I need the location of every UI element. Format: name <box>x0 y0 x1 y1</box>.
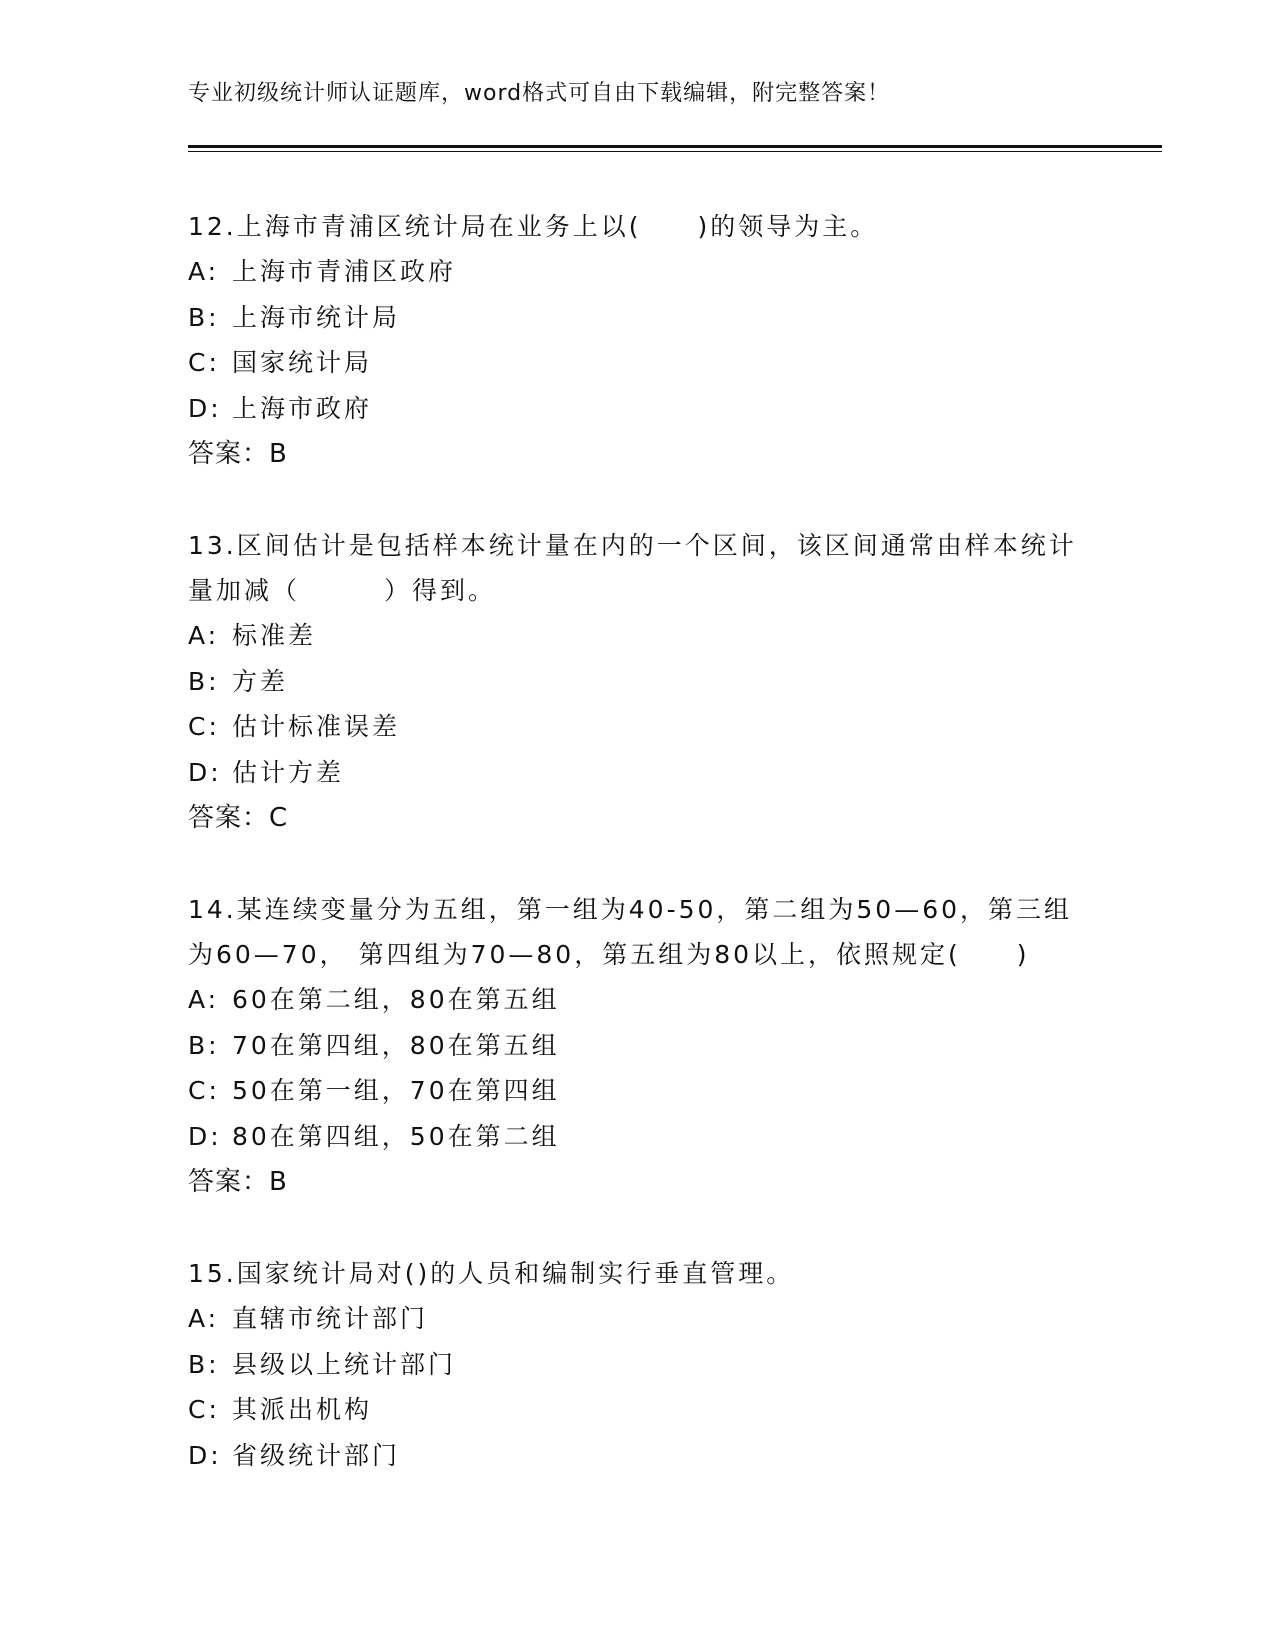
option-key: B: <box>188 1030 220 1060</box>
option-key: C: <box>188 348 220 377</box>
option-text: 上海市政府 <box>232 393 373 423</box>
header-rule-thick <box>188 145 1162 148</box>
option-a <box>188 249 1088 295</box>
question-stem: 12.上海市青浦区统计局在业务上以( )的领导为主。 <box>188 212 879 241</box>
option-key: C: <box>188 1076 220 1105</box>
option-c <box>188 1068 1088 1114</box>
option-text: 50在第一组，70在第四组 <box>232 1076 560 1105</box>
option-a <box>188 977 1088 1023</box>
option-key: A: <box>188 985 220 1014</box>
option-text: 省级统计部门 <box>232 1440 401 1470</box>
option-text: 方差 <box>232 666 289 696</box>
option-key: D: <box>188 393 222 423</box>
option-text: 上海市统计局 <box>232 302 401 332</box>
answer: 答案：C <box>188 803 289 833</box>
option-key: C: <box>188 712 220 741</box>
option-key: C: <box>188 1395 220 1424</box>
option-c <box>188 704 1088 750</box>
option-key: D: <box>188 1440 222 1470</box>
option-a <box>188 613 1088 659</box>
option-b <box>188 1342 1088 1388</box>
option-d <box>188 750 1088 796</box>
option-b <box>188 659 1088 705</box>
option-text: 上海市青浦区政府 <box>232 257 457 286</box>
option-text: 标准差 <box>232 621 317 650</box>
option-text: 其派出机构 <box>232 1395 373 1424</box>
option-text: 估计方差 <box>232 757 345 787</box>
answer: 答案：B <box>188 439 288 469</box>
option-text: 国家统计局 <box>232 348 373 377</box>
option-d <box>188 1114 1088 1160</box>
question-stem: 14.某连续变量分为五组，第一组为40-50，第二组为50—60，第三组为60—70， 第四组为70—80，第五组为80以上，依照规定( ) <box>188 895 1073 969</box>
option-text: 80在第四组，50在第二组 <box>232 1121 560 1151</box>
option-a <box>188 1296 1088 1342</box>
option-key: D: <box>188 757 222 787</box>
option-c <box>188 1387 1088 1433</box>
option-key: A: <box>188 621 220 650</box>
page-header: 专业初级统计师认证题库，word格式可自由下载编辑，附完整答案！ <box>188 81 891 106</box>
option-d <box>188 1433 1088 1479</box>
question-13 <box>188 523 1088 841</box>
option-key: D: <box>188 1121 222 1151</box>
option-text: 县级以上统计部门 <box>232 1349 457 1379</box>
option-b <box>188 1023 1088 1069</box>
option-key: B: <box>188 1349 220 1379</box>
question-stem: 15.国家统计局对()的人员和编制实行垂直管理。 <box>188 1259 795 1288</box>
header-rule-thin <box>188 151 1162 152</box>
question-list <box>188 204 1088 1524</box>
option-d <box>188 386 1088 432</box>
option-text: 估计标准误差 <box>232 712 401 741</box>
question-14 <box>188 887 1088 1205</box>
option-text: 70在第四组，80在第五组 <box>232 1030 560 1060</box>
question-stem: 13.区间估计是包括样本统计量在内的一个区间，该区间通常由样本统计量加减（ ）得到。 <box>188 531 1077 605</box>
answer: 答案：B <box>188 1167 288 1197</box>
option-b <box>188 295 1088 341</box>
option-key: B: <box>188 302 220 332</box>
option-key: A: <box>188 1304 220 1333</box>
question-15 <box>188 1251 1088 1478</box>
option-text: 直辖市统计部门 <box>232 1304 429 1333</box>
question-12 <box>188 204 1088 477</box>
option-text: 60在第二组，80在第五组 <box>232 985 560 1014</box>
option-key: A: <box>188 257 220 286</box>
option-c <box>188 340 1088 386</box>
option-key: B: <box>188 666 220 696</box>
